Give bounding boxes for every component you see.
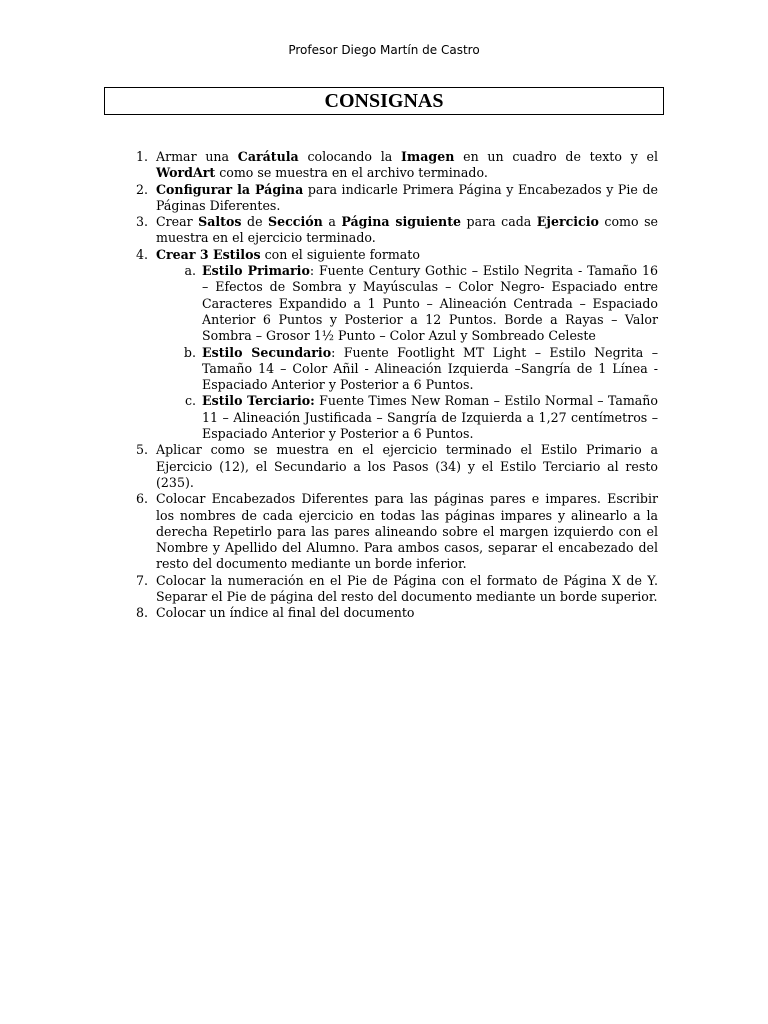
bold-text: Imagen xyxy=(401,149,455,164)
bold-text: WordArt xyxy=(156,165,216,181)
list-item xyxy=(126,182,658,215)
list-item-text xyxy=(156,605,658,621)
list-item-text xyxy=(156,149,658,182)
bold-text: Carátula xyxy=(237,149,299,164)
list-item xyxy=(126,442,658,491)
text-segment: a xyxy=(322,214,342,230)
list-item-number: 6. xyxy=(135,491,148,507)
list-item-text xyxy=(156,573,658,606)
text-segment: con el siguiente formato xyxy=(260,246,420,262)
list-item xyxy=(126,605,658,621)
list-item xyxy=(126,247,658,443)
sub-list-item-text xyxy=(202,393,658,442)
bold-text: Estilo Secundario xyxy=(202,344,332,360)
text-segment: Fuente Times New Roman – Estilo Normal – Tamaño 11 – Alineación Justificada – Sangría de Izquierda a 1,27 centímetros – Espaciado Anterior y Posterior a 6 Puntos. xyxy=(202,393,658,442)
text-segment: Colocar Encabezados Diferentes para las páginas pares e impares. Escribir los nombres de cada ejercicio en todas las páginas impares y alinearlo a la derecha Repetirlo para las pares alineando sobre el margen izquierdo con el Nombre y Apellido del Alumno. Para ambos casos, separar el encabezado del resto del documento mediante un borde inferior. xyxy=(156,491,658,572)
text-segment: como se muestra en el ejercicio terminado. xyxy=(156,214,658,246)
list-item xyxy=(126,573,658,606)
page-header-author: Profesor Diego Martín de Castro xyxy=(288,43,480,57)
text-segment: : Fuente Century Gothic – Estilo Negrita - Tamaño 16 – Efectos de Sombra y Mayúsculas – Color Negro- Espaciado entre Caracteres Expandido a 1 Punto – Alineación Centrada – Espaciado Anterior 6 Puntos y Posterior a 12 Puntos. Borde a Rayas – Valor Sombra – Grosor 1½ Punto – Color Azul y Sombreado Celeste xyxy=(202,263,658,344)
text-segment: Armar una xyxy=(156,149,238,164)
list-item-number: 8. xyxy=(135,605,148,621)
bold-text: Sección xyxy=(268,214,323,230)
list-item-number: 5. xyxy=(135,442,148,458)
list-item-text xyxy=(156,247,658,263)
list-item xyxy=(126,214,658,247)
bold-text: Estilo Primario xyxy=(202,263,310,279)
list-item xyxy=(126,149,658,182)
list-item-text xyxy=(156,491,658,572)
text-segment: Colocar un índice al final del documento xyxy=(156,605,415,621)
sub-list-item-text xyxy=(202,345,658,394)
bold-text: Estilo Terciario: xyxy=(202,393,315,409)
list-item-number: 2. xyxy=(135,181,148,197)
sub-list-item xyxy=(156,393,658,442)
text-segment: para indicarle Primera Página y Encabezados y Pie de Páginas Diferentes. xyxy=(156,181,658,213)
text-segment: Aplicar como se muestra en el ejercicio terminado el Estilo Primario a Ejercicio (12), el Secundario a los Pasos (34) y el Estilo Terciario al resto (235). xyxy=(156,442,658,490)
list-item-text xyxy=(156,214,658,247)
sub-list-item-text xyxy=(202,263,658,344)
text-segment: en un cuadro de texto y el xyxy=(454,149,659,164)
text-segment: colocando la xyxy=(298,149,402,164)
sub-list-item-letter: a. xyxy=(184,263,196,279)
list-item-text xyxy=(156,182,658,215)
list-item xyxy=(126,491,658,572)
page-title: CONSIGNAS xyxy=(104,87,664,115)
text-segment: Crear xyxy=(156,214,199,230)
list-item-number: 7. xyxy=(135,572,148,588)
bold-text: Crear 3 Estilos xyxy=(156,246,261,262)
sub-list-item-letter: b. xyxy=(183,344,196,360)
text-segment: como se muestra en el archivo terminado. xyxy=(215,165,488,181)
text-segment: para cada xyxy=(461,214,537,230)
list-item-number: 4. xyxy=(135,246,148,262)
list-item-number: 1. xyxy=(135,149,148,164)
text-segment: : Fuente Footlight MT Light – Estilo Negrita – Tamaño 14 – Color Añil - Alineación Izquierda –Sangría de 1 Línea - Espaciado Anterior y Posterior a 6 Puntos. xyxy=(202,344,658,393)
list-item-text xyxy=(156,442,658,491)
list-item-number: 3. xyxy=(135,214,148,230)
sub-list-item xyxy=(156,263,658,344)
instruction-list xyxy=(126,149,658,622)
sub-list-item xyxy=(156,345,658,394)
bold-text: Saltos xyxy=(198,214,242,230)
bold-text: Configurar la Página xyxy=(156,181,304,197)
text-segment: Colocar la numeración en el Pie de Página con el formato de Página X de Y. Separar el Pie de página del resto del documento mediante un borde superior. xyxy=(156,572,658,605)
bold-text: Ejercicio xyxy=(536,214,599,230)
bold-text: Página siguiente xyxy=(341,214,462,230)
sub-list-item-letter: c. xyxy=(184,393,196,409)
text-segment: de xyxy=(241,214,269,230)
